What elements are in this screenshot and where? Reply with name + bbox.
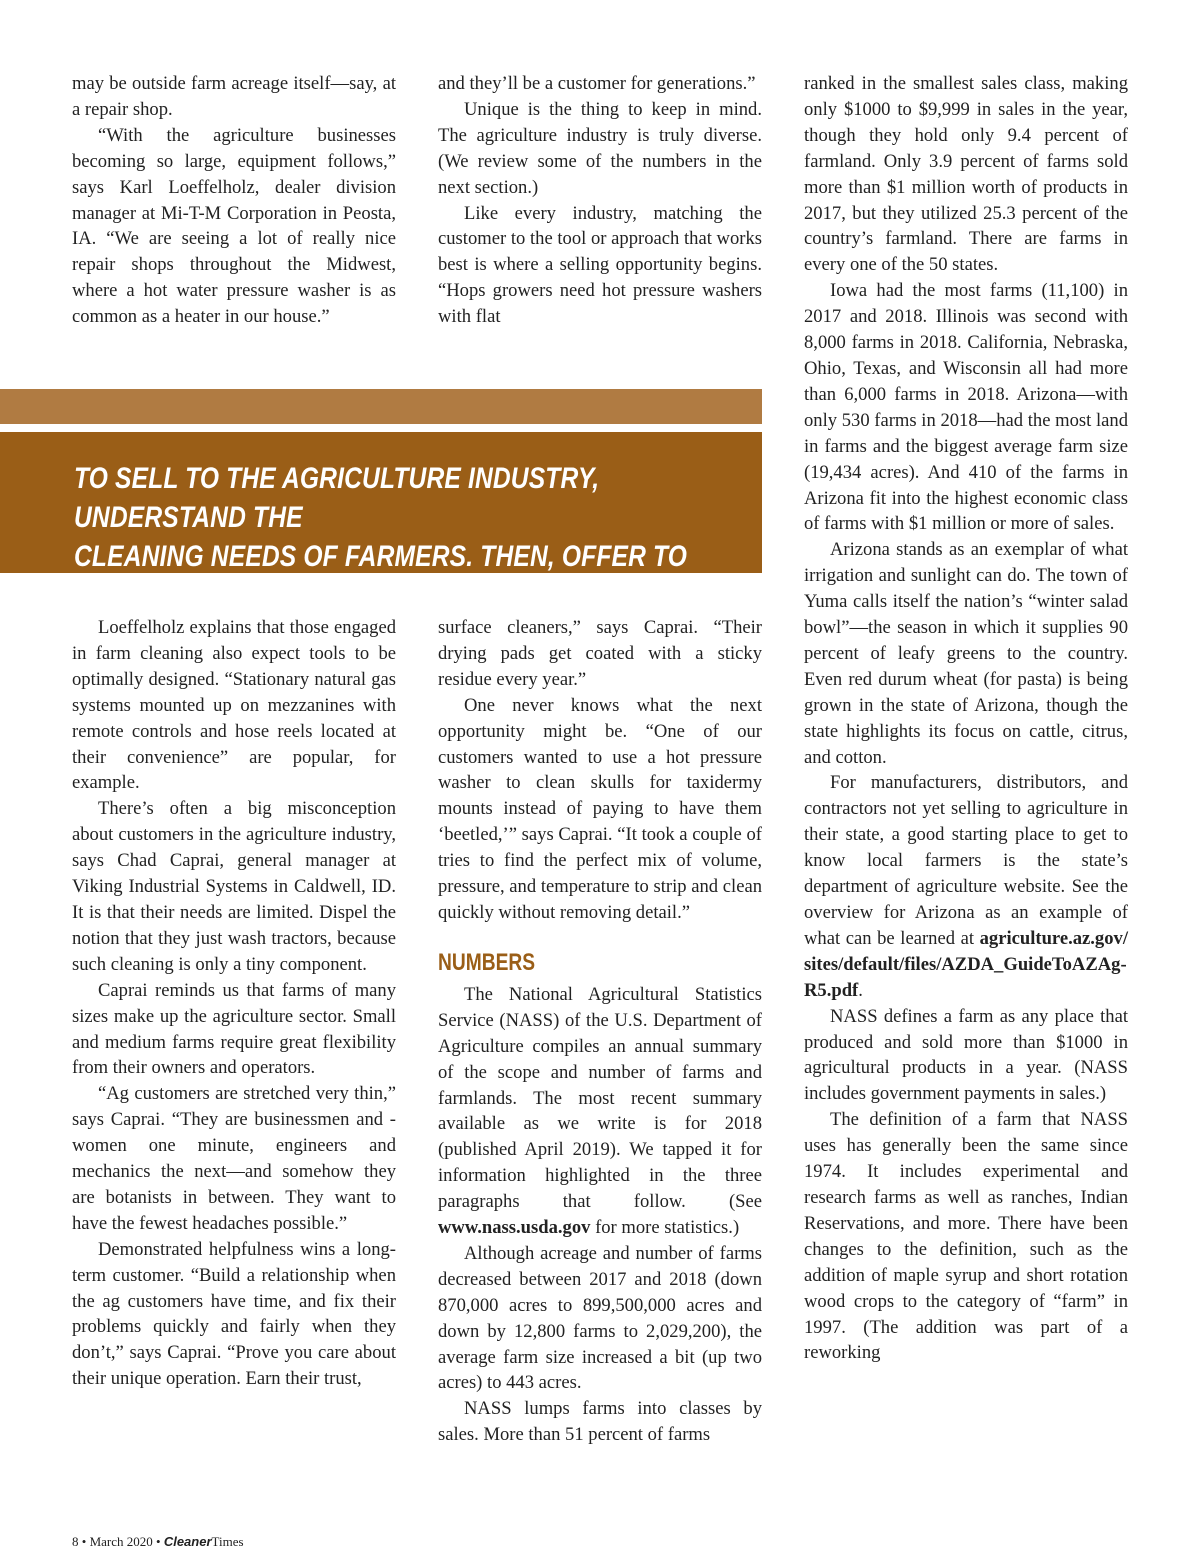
- column-2-top: [438, 71, 762, 330]
- paragraph: may be outside farm acreage itself—say, at a repair shop.: [72, 73, 396, 120]
- paragraph: Although acreage and number of farms decreased between 2017 and 2018 (down 870,000 acres to 899,500,000 acres and down by 12,800 farms to 2,029,200), the average farm size increased a bit (up two acres) to 443 acres.: [438, 1242, 762, 1394]
- paragraph: NASS defines a farm as any place that produced and sold more than $1000 in agricultural products in a year. (NASS includes government payments in sales.): [804, 1005, 1128, 1105]
- paragraph: Loeffelholz explains that those engaged in farm cleaning also expect tools to be optimally designed. “Stationary natural gas systems mounted up on mezzanines with remote controls and hose reels located at their convenience” are popular, for example.: [72, 617, 396, 794]
- text-run: for more statistics.): [590, 1217, 740, 1239]
- paragraph: Iowa had the most farms (11,100) in 2017 and 2018. Illinois was second with 8,000 farms in 2018. California, Nebraska, Ohio, Texas, and Wisconsin all had more than 6,000 farms in 2018. Arizona—with only 530 farms in 2018—had the most land in farms and the biggest average farm size (19,434 acres). And 410 of the farms in Arizona fit into the highest economic class of farms with $1 million or more of sales.: [804, 280, 1128, 535]
- paragraph: The definition of a farm that NASS uses has generally been the same since 1974. It includes experimental and research farms as well as ranches, Indian Reservations, and more. There have been changes to the definition, such as the addition of maple syrup and short rotation wood crops to the category of “farm” in 1997. (The addition was part of a reworking: [804, 1109, 1128, 1364]
- text-run: .: [858, 979, 863, 1001]
- column-3: [804, 71, 1128, 1366]
- separator: •: [156, 1534, 161, 1549]
- paragraph: Arizona stands as an exemplar of what irrigation and sunlight can do. The town of Yuma calls itself the nation’s “winter salad bowl”—the season in which it supplies 90 percent of leafy greens to the country. Even red durum wheat (for pasta) is being grown in the state of Arizona, though the state highlights its focus on cattle, citrus, and cotton.: [804, 539, 1128, 768]
- magazine-brand: Cleaner: [163, 1534, 212, 1549]
- pull-quote-line: CLEANING NEEDS OF FARMERS. THEN, OFFER TO MEET THEM.: [74, 540, 688, 612]
- magazine-brand-suffix: Times: [211, 1534, 244, 1549]
- paragraph: Like every industry, matching the customer to the tool or approach that works best is where a selling opportunity begins. “Hops growers need hot pressure washers with flat: [438, 202, 762, 328]
- column-1-bottom: [72, 615, 396, 1392]
- page-footer: [72, 1534, 244, 1550]
- paragraph: Caprai reminds us that farms of many sizes make up the agriculture sector. Small and medium farms require great flexibility from their owners and operators.: [72, 979, 396, 1079]
- column-2-bottom: [438, 615, 762, 1448]
- paragraph: and they’ll be a customer for generations.”: [438, 73, 756, 94]
- text-run: The National Agricultural Statistics Service (NASS) of the U.S. Department of Agriculture compiles an annual summary of the scope and number of farms and farmlands. The most recent summary available as we write is for 2018 (published April 2019). We tapped it for information highlighted in the three paragraphs that follow. (See: [438, 983, 762, 1213]
- text-run: For manufacturers, distributors, and contractors not yet selling to agriculture in their state, a good starting place to get to know local farmers is the state’s department of agriculture website. See the overview for Arizona as an example of what can be learned at: [804, 772, 1128, 949]
- paragraph: [804, 770, 1128, 1003]
- paragraph: [438, 982, 762, 1241]
- separator: •: [81, 1534, 87, 1549]
- paragraph: One never knows what the next opportunity might be. “One of our customers wanted to use a hot pressure washer to clean skulls for taxidermy mounts instead of paying to have them ‘beetled,’” says Caprai. “It took a couple of tries to find the perfect mix of volume, pressure, and temperature to strip and clean quickly without removing detail.”: [438, 694, 762, 923]
- column-1-top: [72, 71, 396, 330]
- link-azda-guide[interactable]: agriculture.az.gov/sites/default/files/AZDA_GuideToAZAg-R5.pdf: [804, 927, 1128, 1001]
- paragraph: surface cleaners,” says Caprai. “Their drying pads get coated with a sticky residue every year.”: [438, 617, 762, 690]
- paragraph: “With the agriculture businesses becoming so large, equipment follows,” says Karl Loeffelholz, dealer division manager at Mi-T-M Corporation in Peosta, IA. “We are seeing a lot of really nice repair shops throughout the Midwest, where a hot water pressure washer is as common as a heater in our house.”: [72, 124, 396, 328]
- section-heading-numbers: NUMBERS: [438, 948, 536, 976]
- page-number: 8: [72, 1534, 79, 1549]
- paragraph: ranked in the smallest sales class, making only $1000 to $9,999 in sales in the year, though they hold only 9.4 percent of farmland. Only 3.9 percent of farms sold more than $1 million worth of products in 2017, but they utilized 25.3 percent of the country’s farmland. There are farms in every one of the 50 states.: [804, 73, 1128, 276]
- pull-quote: [74, 459, 755, 615]
- paragraph: Unique is the thing to keep in mind. The agriculture industry is truly diverse. (We review some of the numbers in the next section.): [438, 98, 762, 198]
- paragraph: “Ag customers are stretched very thin,” says Caprai. “They are businessmen and -women one minute, engineers and mechanics the next—and somehow they are botanists in between. They want to have the fewest headaches possible.”: [72, 1083, 396, 1234]
- pull-quote-line: TO SELL TO THE AGRICULTURE INDUSTRY, UNDERSTAND THE: [74, 462, 600, 534]
- paragraph: There’s often a big misconception about customers in the agriculture industry, says Chad Caprai, general manager at Viking Industrial Systems in Caldwell, ID. It is that their needs are limited. Dispel the notion that they just wash tractors, because such cleaning is only a tiny component.: [72, 798, 396, 975]
- paragraph: NASS lumps farms into classes by sales. More than 51 percent of farms: [438, 1398, 762, 1446]
- paragraph: Demonstrated helpfulness wins a long-term customer. “Build a relationship when the ag customers have time, and fix their problems quickly and fairly when they don’t,” says Caprai. “Prove you care about their unique operation. Earn their trust,: [72, 1238, 396, 1390]
- link-nass[interactable]: www.nass.usda.gov: [438, 1217, 591, 1239]
- issue-date: March 2020: [89, 1534, 153, 1549]
- pull-quote-accent-bar: [0, 389, 762, 424]
